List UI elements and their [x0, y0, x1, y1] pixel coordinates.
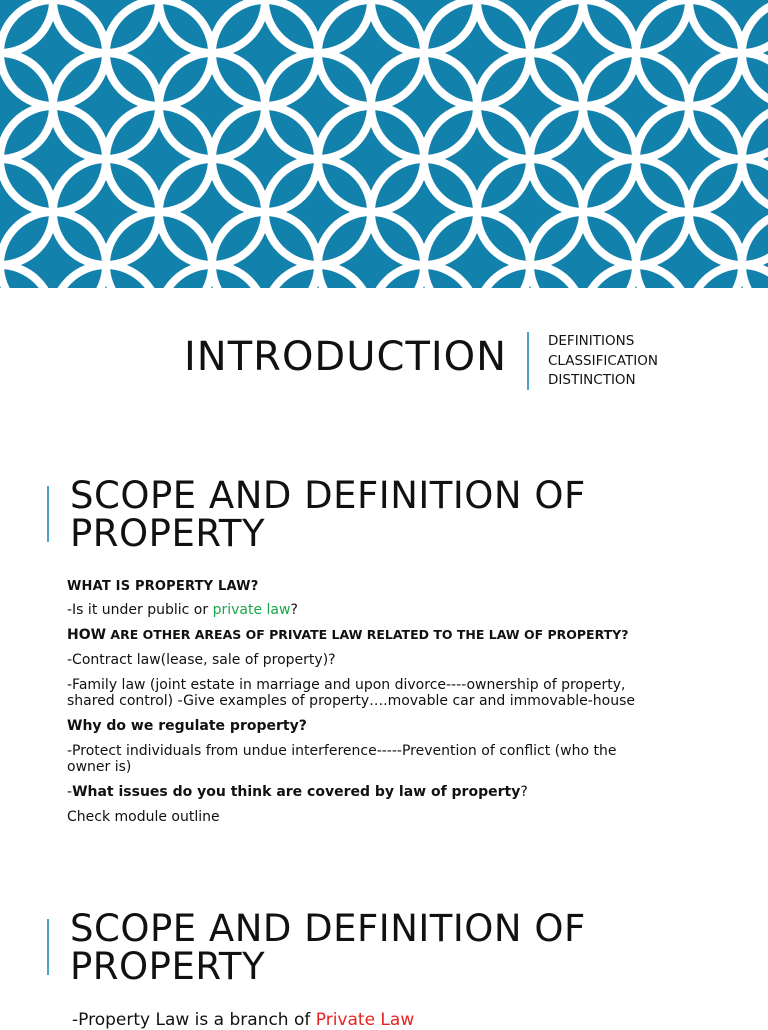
- section-accent-bar: [47, 486, 49, 542]
- protect-line1: -Protect individuals from undue interference-----Prevention of conflict (who the: [67, 743, 617, 759]
- section-accent-bar-2: [47, 919, 49, 975]
- issues-question-text: What issues do you think are covered by law of property: [72, 784, 521, 800]
- intro-subtitle-list: [548, 332, 658, 391]
- intro-title: INTRODUCTION: [184, 334, 508, 380]
- public-private-line: [67, 602, 707, 618]
- subtitle-distinction: DISTINCTION: [548, 372, 636, 388]
- section-title-line1: SCOPE AND DEFINITION OF: [70, 474, 586, 517]
- text-segment: -Is it under public or: [67, 602, 213, 618]
- section-title: [70, 474, 586, 555]
- how-question-text: ARE OTHER AREAS OF PRIVATE LAW RELATED TO THE LAW OF PROPERTY?: [106, 627, 629, 642]
- subtitle-classification: CLASSIFICATION: [548, 352, 658, 369]
- subtitle-definitions: DEFINITIONS: [548, 333, 635, 349]
- text-segment: -: [67, 784, 73, 800]
- section-title-2-line2: PROPERTY: [70, 945, 266, 988]
- protect-line: [67, 743, 707, 775]
- check-module-outline: Check module outline: [67, 809, 220, 825]
- circle-pattern-graphic: [0, 0, 768, 288]
- family-law-line: [67, 677, 707, 709]
- how-question: [67, 627, 707, 643]
- intro-divider: [527, 332, 529, 390]
- contract-law-line: -Contract law(lease, sale of property)?: [67, 652, 336, 668]
- family-law-line2: shared control) -Give examples of property….movable car and immovable-house: [67, 693, 635, 709]
- section-title-2: [70, 907, 586, 988]
- text-segment: ?: [520, 784, 528, 800]
- protect-line2: owner is): [67, 759, 132, 775]
- how-word: HOW: [67, 627, 107, 643]
- why-regulate-question: Why do we regulate property?: [67, 718, 307, 734]
- family-law-line1: -Family law (joint estate in marriage and upon divorce----ownership of property,: [67, 677, 626, 693]
- section-title-2-line1: SCOPE AND DEFINITION OF: [70, 907, 586, 950]
- question-what-is-property-law: WHAT IS PROPERTY LAW?: [67, 579, 259, 594]
- private-law-branch-line: [72, 1010, 414, 1030]
- private-law-link[interactable]: private law: [212, 602, 291, 618]
- section-title-line2: PROPERTY: [70, 512, 266, 555]
- text-segment: ?: [290, 602, 298, 618]
- pattern-banner: [0, 0, 768, 288]
- slide-body: [67, 578, 707, 834]
- text-segment: -Property Law is a branch of: [72, 1010, 316, 1030]
- private-law-highlight: Private Law: [315, 1010, 415, 1030]
- issues-question: [67, 784, 707, 800]
